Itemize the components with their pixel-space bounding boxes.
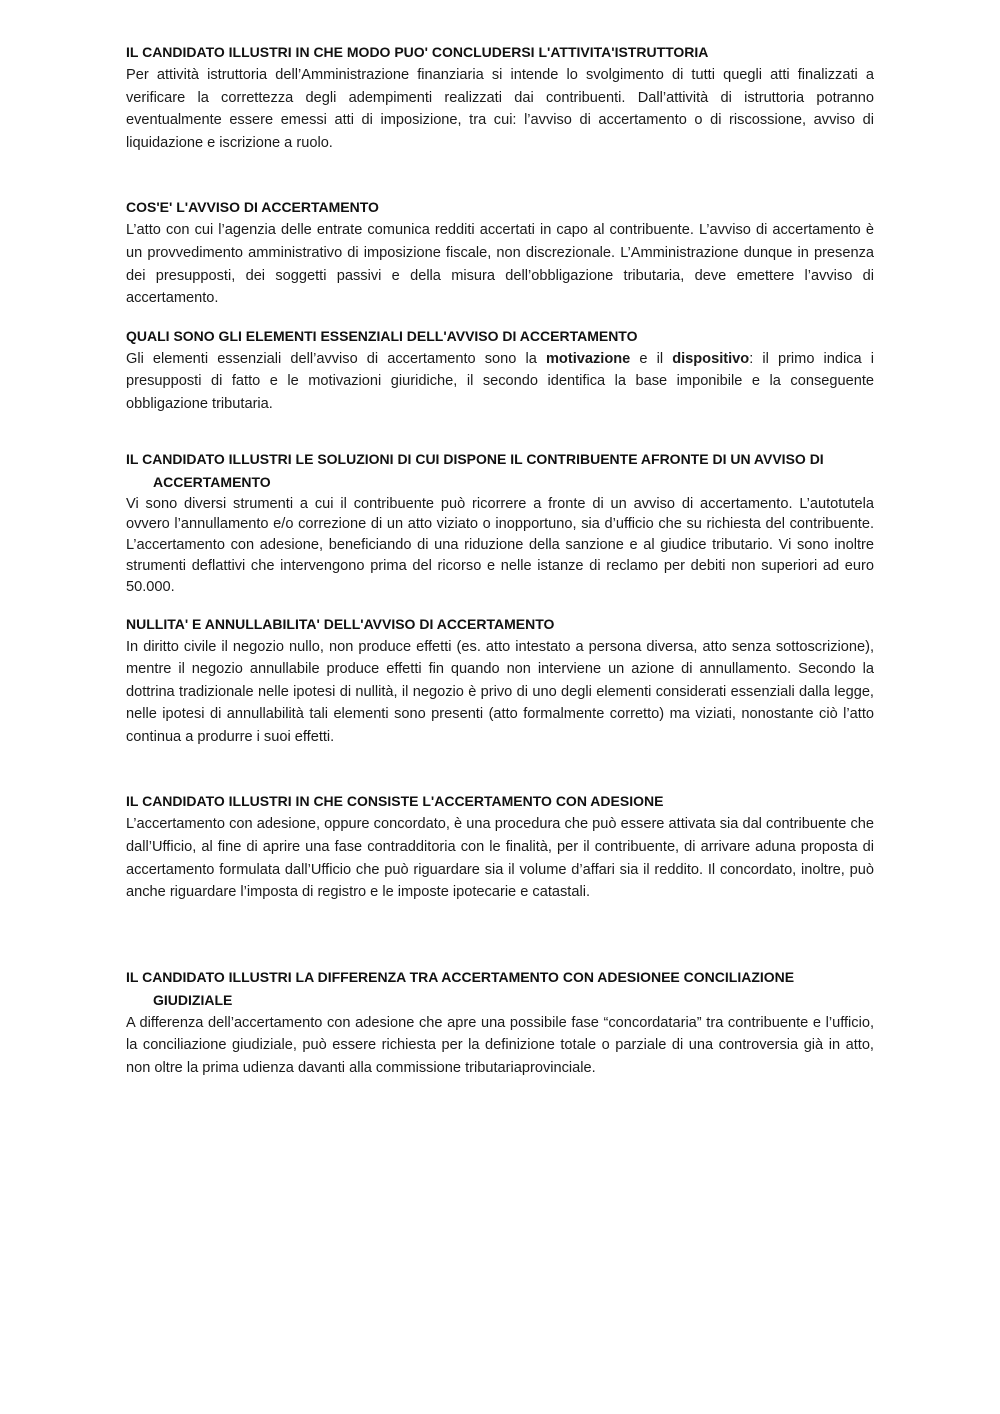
section-body: Vi sono diversi strumenti a cui il contribuente può ricorrere a fronte di un avviso di accertamento. L’autotutela ovvero l’annullamento e/o correzione di un atto viziato o inopportuno, sia d’ufficio che su richiesta del contribuente. L’accertamento con adesione, beneficiando di una riduzione della sanzione e al giudice tributario. Vi sono inoltre strumenti deflattivi che intervengono prima del ricorso e nelle istanze di reclamo per debiti non superiori ad euro 50.000.: [126, 495, 874, 595]
section-nullita-annullabilita: [126, 613, 874, 749]
section-heading: IL CANDIDATO ILLUSTRI IN CHE CONSISTE L'ACCERTAMENTO CON ADESIONE: [126, 793, 664, 810]
heading-line: IL CANDIDATO ILLUSTRI LA DIFFERENZA TRA ACCERTAMENTO CON ADESIONEE CONCILIAZIONE: [126, 968, 795, 985]
section-body: A differenza dell’accertamento con adesione che apre una possibile fase “concordataria” tra contribuente e l’ufficio, la conciliazione giudiziale, può essere richiesta per la definizione totale o parziale di una controversia già in atto, non oltre la prima udienza davanti alla commissione tributariaprovinciale.: [126, 1014, 874, 1077]
section-heading: COS'E' L'AVVISO DI ACCERTAMENTO: [126, 199, 379, 216]
section-body: Per attività istruttoria dell’Amministrazione finanziaria si intende lo svolgimento di tutti quegli atti finalizzati a verificare la correttezza degli adempimenti realizzati dai contribuenti. Dall’attività di istruttoria potranno eventualmente essere emessi atti di imposizione, tra cui: l’avviso di accertamento o di riscossione, avviso di liquidazione e iscrizione a ruolo.: [126, 67, 874, 151]
section-body: [126, 348, 874, 416]
section-body: L’accertamento con adesione, oppure concordato, è una procedura che può essere attivata sia dal contribuente che dall’Ufficio, al fine di aprire una fase contradditoria con le finalità, per il contribuente, di arrivare aduna proposta di accertamento formulata dall’Ufficio che può riguardare sia il volume d’affari sia il reddito. Il concordato, inoltre, può anche riguardare l’imposta di registro e le imposte ipotecarie e catastali.: [126, 816, 874, 901]
section-heading: [126, 448, 874, 494]
section-conciliazione-giudiziale: [126, 966, 874, 1080]
section-body: In diritto civile il negozio nullo, non produce effetti (es. atto intestato a persona diversa, atto senza sottoscrizione), mentre il negozio annullabile produce effetti fin quando non interviene un azione di annullamento. Secondo la dottrina tradizionale nelle ipotesi di nullità, il negozio è privo di uno degli elementi considerati essenziali dalla legge, nelle ipotesi di annullabilità tali elementi sono presenti (atto formalmente corretto) ma viziati, nonostante ciò l’atto continua a produrre i suoi effetti.: [126, 638, 874, 745]
body-text-part: Gli elementi essenziali dell’avviso di accertamento sono la: [126, 350, 546, 367]
body-text-part: : il primo indica i presupposti di fatto e le motivazioni giuridiche, il secondo identifica la base imponibile e la conseguente obbligazione tributaria.: [126, 350, 875, 412]
section-heading: QUALI SONO GLI ELEMENTI ESSENZIALI DELL'AVVISO DI ACCERTAMENTO: [126, 327, 638, 344]
section-heading: NULLITA' E ANNULLABILITA' DELL'AVVISO DI ACCERTAMENTO: [126, 615, 555, 632]
section-istruttoria: [126, 41, 874, 154]
section-elementi-essenziali: [126, 325, 874, 416]
section-accertamento-adesione: [126, 790, 874, 903]
section-body: L’atto con cui l’agenzia delle entrate comunica redditi accertati in capo al contribuente. L’avviso di accertamento è un provvedimento amministrativo di imposizione fiscale, non discrezionale. L’Amministrazione dunque in presenza dei presupposti, dei soggetti passivi e della misura dell’obbligazione tributaria, deve emettere l’avviso di accertamento.: [126, 222, 874, 307]
body-text-part: e il: [630, 350, 673, 367]
body-bold-term: dispositivo: [672, 350, 750, 367]
body-bold-term: motivazione: [545, 350, 631, 367]
heading-line: IL CANDIDATO ILLUSTRI LE SOLUZIONI DI CUI DISPONE IL CONTRIBUENTE AFRONTE DI UN AVVISO DI: [126, 450, 824, 467]
section-soluzioni-contribuente: [126, 448, 874, 598]
heading-line-continued: GIUDIZIALE: [153, 991, 233, 1008]
section-avviso-accertamento: [126, 196, 874, 309]
heading-line-continued: ACCERTAMENTO: [153, 473, 271, 490]
document-page: [126, 41, 874, 1080]
section-heading: [126, 966, 874, 1012]
section-heading: IL CANDIDATO ILLUSTRI IN CHE MODO PUO' CONCLUDERSI L'ATTIVITA'ISTRUTTORIA: [126, 44, 709, 60]
